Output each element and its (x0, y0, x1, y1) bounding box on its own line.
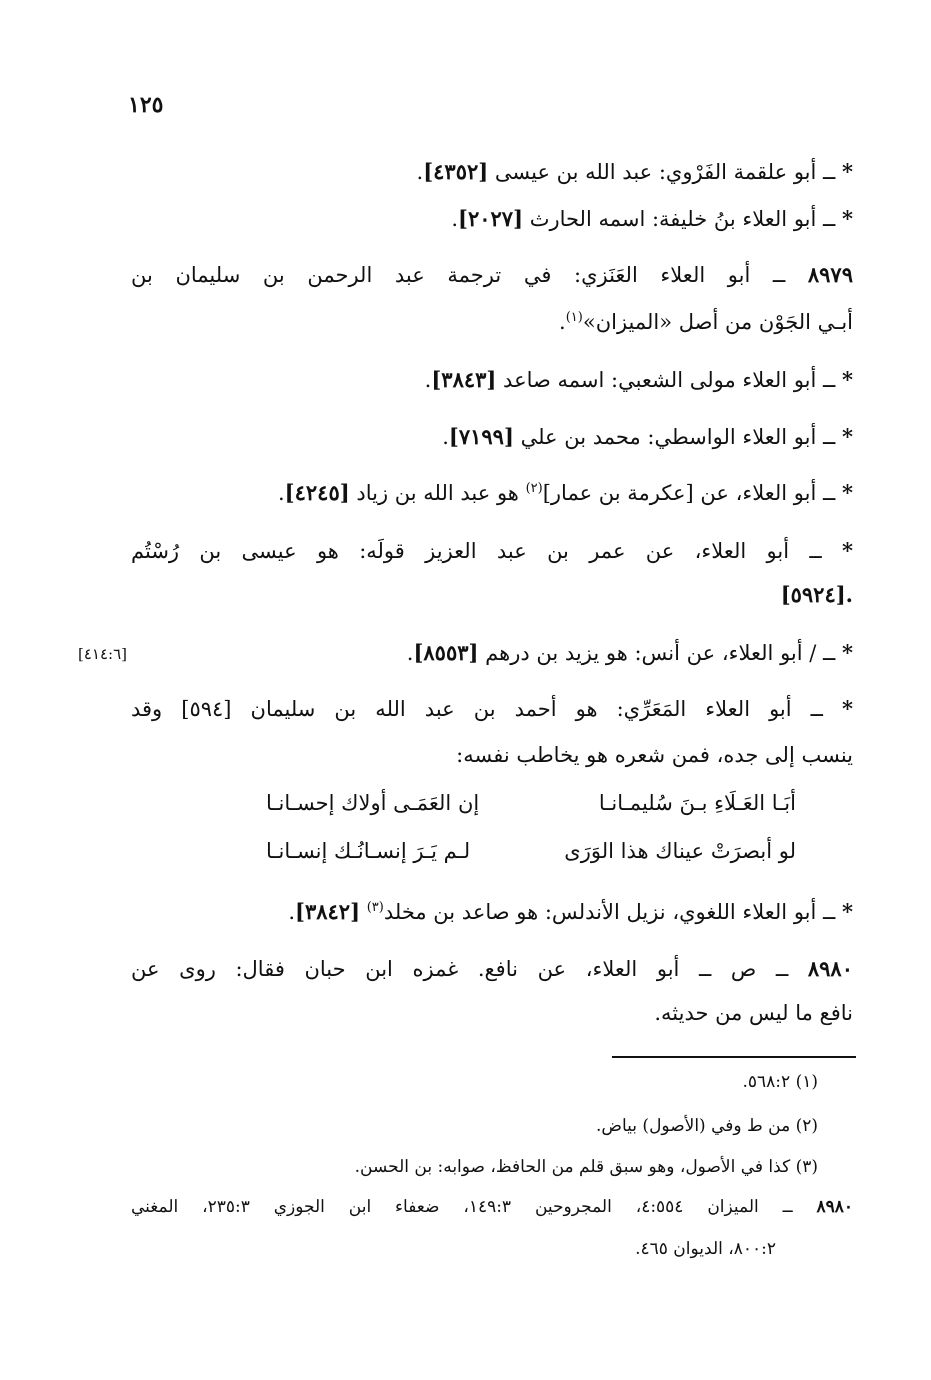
entry-wasiti (442, 420, 853, 454)
entry-number: ٨٩٧٩ (807, 262, 853, 287)
entry-end: . (424, 368, 432, 392)
verse-line-1 (266, 786, 796, 820)
verse-line-2 (266, 834, 796, 868)
entry-end: . (451, 207, 458, 231)
sources-text: ــ الميزان ٤:٥٥٤، المجروحين ١٤٩:٣، ضعفاء ابن الجوزي ٢٣٥:٣، المغني (131, 1197, 793, 1217)
asterisk-icon: * (842, 480, 853, 505)
entry-ref: [٤٣٥٢] (423, 159, 489, 184)
entry-ref: [٢٠٢٧] (458, 206, 523, 231)
margin-reference: [٤١٤:٦] (78, 645, 127, 663)
footnote-marker: (٣) (366, 900, 384, 915)
asterisk-icon: * (842, 538, 853, 563)
entry-8980-line1 (131, 952, 853, 986)
footnote-marker: (١) (565, 310, 583, 325)
verse-hemistich: أبَـا العَـلَاءِ بـنَ سُليمـانـا (598, 791, 796, 815)
footnote-text: ٥٦٨:٢. (742, 1072, 791, 1092)
asterisk-icon: * (842, 640, 853, 665)
entry-text: ــ ص ــ أبو العلاء، عن نافع. غمزه ابن حبان فقال: روى عن (131, 957, 789, 981)
entry-text: ــ أبو العلاء، عن [عكرمة بن عمار] (542, 481, 836, 505)
entry-mawla-shabi (425, 363, 853, 397)
entry-text: ــ أبو العلاء، عن عمر بن عبد العزيز قولَه: هو عيسى بن رُسْتُم (131, 539, 822, 563)
verse-hemistich: لـم يَـرَ إنسـانُـك إنسـانـا (266, 839, 471, 863)
entry-umar-line1 (131, 534, 853, 568)
entry-end: . (416, 160, 424, 184)
entry-text: هو عبد الله بن زياد (356, 481, 519, 505)
asterisk-icon: * (842, 206, 853, 231)
entry-text: ــ أبو العلاء مولى الشعبي: اسمه صاعد (503, 368, 836, 392)
entry-8979-line2 (559, 305, 853, 339)
asterisk-icon: * (842, 899, 853, 924)
footnote-3 (355, 1153, 818, 1181)
entry-umar-line2: .[٥٩٢٤] (780, 582, 853, 607)
entry-maarri-line1 (131, 692, 853, 726)
entry-ref: [٣٨٤٢] (295, 899, 361, 924)
sources-line2: ٨٠٠:٢، الديوان ٤٦٥. (635, 1239, 776, 1259)
entry-text: ــ أبو العلاء المَعَرِّي: هو أحمد بن عبد الله بن سليمان [٥٩٤] وقد (131, 697, 823, 721)
sources-line1 (131, 1193, 853, 1221)
asterisk-icon: * (842, 159, 853, 184)
verse-hemistich: إن العَمَـى أولاك إحسـانـا (266, 791, 480, 815)
entry-end: . (406, 641, 414, 665)
asterisk-icon: * (842, 696, 853, 721)
entry-8979-line1 (131, 258, 853, 292)
entry-end: . (559, 310, 566, 334)
entry-text: أبـي الجَوْن من أصل «الميزان» (582, 310, 853, 334)
entry-lughawi (288, 895, 853, 929)
footnote-mark: (١) (795, 1072, 818, 1092)
entry-abu-alqama (417, 155, 853, 189)
sources-number: ٨٩٨٠ (816, 1197, 854, 1217)
asterisk-icon: * (842, 367, 853, 392)
entry-text: ــ أبو العلاء الواسطي: محمد بن علي (520, 425, 836, 449)
asterisk-icon: * (842, 424, 853, 449)
entry-end: . (442, 425, 449, 449)
entry-number: ٨٩٨٠ (807, 956, 853, 981)
entry-text: ــ أبو العلاء اللغوي، نزيل الأندلس: هو صاعد بن مخلد (383, 900, 836, 924)
entry-8980-line2: نافع ما ليس من حديثه. (654, 1001, 853, 1025)
entry-text: ــ / أبو العلاء، عن أنس: هو يزيد بن درهم (485, 641, 836, 665)
entry-ref: [٧١٩٩] (448, 424, 514, 449)
entry-maarri-line2: ينسب إلى جده، فمن شعره هو يخاطب نفسه: (456, 743, 853, 767)
entry-ref: [٤٢٤٥] (284, 480, 350, 505)
footnote-divider (612, 1056, 856, 1058)
footnote-marker: (٢) (525, 481, 543, 496)
entry-end: . (277, 481, 285, 505)
entry-end: . (288, 900, 296, 924)
entry-anas (407, 636, 853, 670)
verse-hemistich: لو أبصرَتْ عيناك هذا الوَرَى (564, 839, 796, 863)
footnote-2 (596, 1112, 818, 1140)
footnote-mark: (٢) (795, 1116, 818, 1136)
entry-abu-alala-khalifa (451, 202, 853, 236)
footnote-mark: (٣) (795, 1157, 818, 1177)
page-number: ١٢٥ (128, 92, 164, 118)
footnote-1 (743, 1068, 819, 1096)
footnote-text: من ط وفي (الأصول) بياض. (596, 1116, 791, 1136)
footnote-text: كذا في الأصول، وهو سبق قلم من الحافظ، صوابه: بن الحسن. (354, 1157, 791, 1177)
entry-text: ــ أبو علقمة الفَرْوي: عبد الله بن عيسى (494, 160, 836, 184)
entry-ref: [٣٨٤٣] (431, 367, 497, 392)
entry-ref: [٨٥٥٣] (413, 640, 479, 665)
entry-text: ــ أبو العلاء بنُ خليفة: اسمه الحارث (529, 207, 836, 231)
entry-text: ــ أبو العلاء العَنَزي: في ترجمة عبد الرحمن بن سليمان بن (131, 263, 786, 287)
entry-ikrima (278, 476, 853, 510)
